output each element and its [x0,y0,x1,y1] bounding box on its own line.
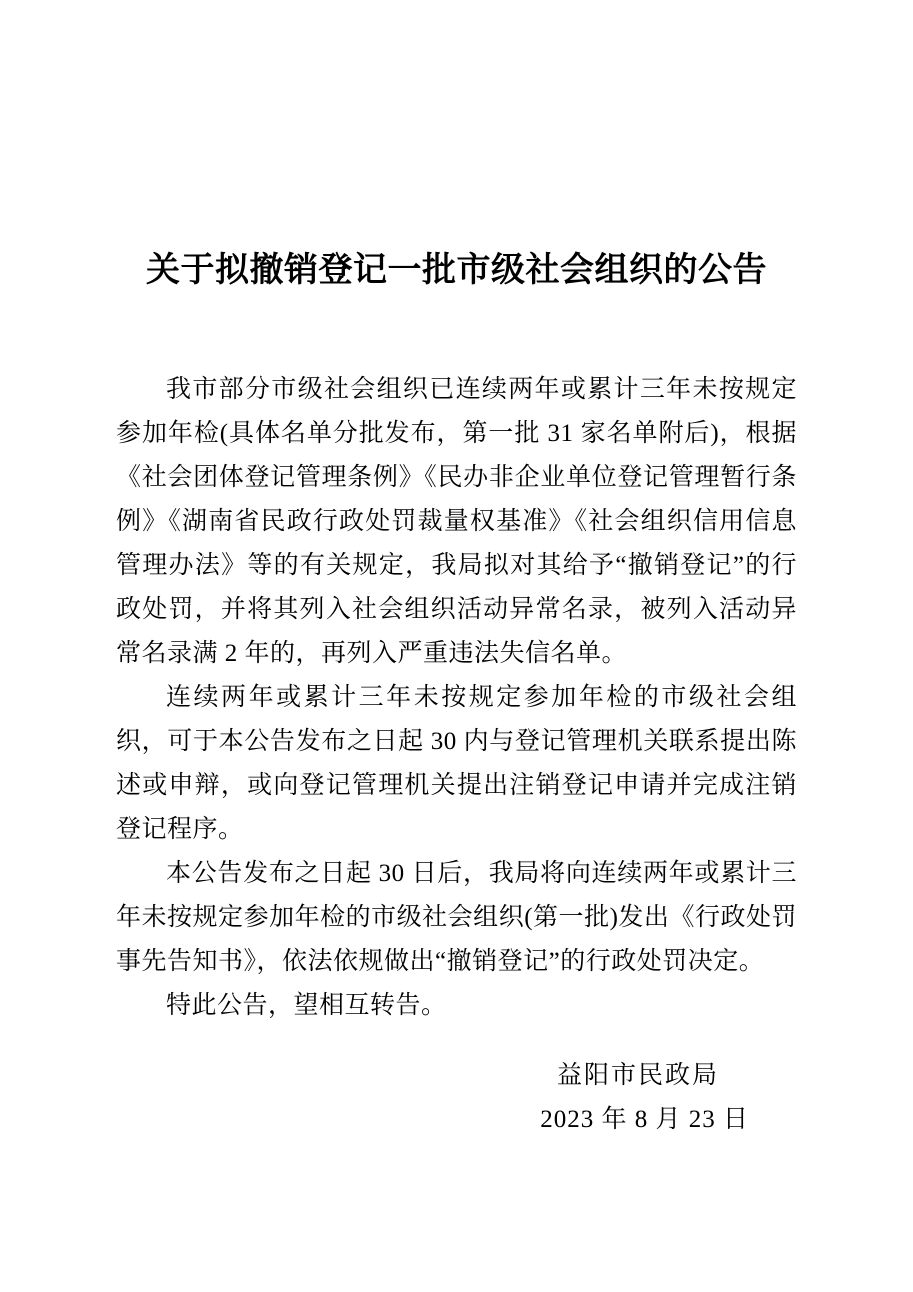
paragraph-1: 我市部分市级社会组织已连续两年或累计三年未按规定参加年检(具体名单分批发布，第一批 31 家名单附后)，根据《社会团体登记管理条例》《民办非企业单位登记管理暂行条例》《湖南省民政行政处罚裁量权基准》《社会组织信用信息管理办法》等的有关规定，我局拟对其给予“撤销登记”的行政处罚，并将其列入社会组织活动异常名录，被列入活动异常名录满 2 年的，再列入严重违法失信名单。 [116,376,797,667]
document-title: 关于拟撤销登记一批市级社会组织的公告 [146,251,767,289]
paragraph-2: 连续两年或累计三年未按规定参加年检的市级社会组织，可于本公告发布之日起 30 内与登记管理机关联系提出陈述或申辩，或向登记管理机关提出注销登记申请并完成注销登记程序。 [116,684,797,843]
paragraph-3: 本公告发布之日起 30 日后，我局将向连续两年或累计三年未按规定参加年检的市级社会组织(第一批)发出《行政处罚事先告知书》，依法依规做出“撤销登记”的行政处罚决定。 [116,860,797,975]
issue-date: 2023 年 8 月 23 日 [540,1106,749,1133]
paragraph-4-closing: 特此公告，望相互转告。 [166,992,447,1019]
document-body [116,368,797,1028]
issuer-signature: 益阳市民政局 [556,1062,719,1089]
signature-block [116,1054,797,1142]
